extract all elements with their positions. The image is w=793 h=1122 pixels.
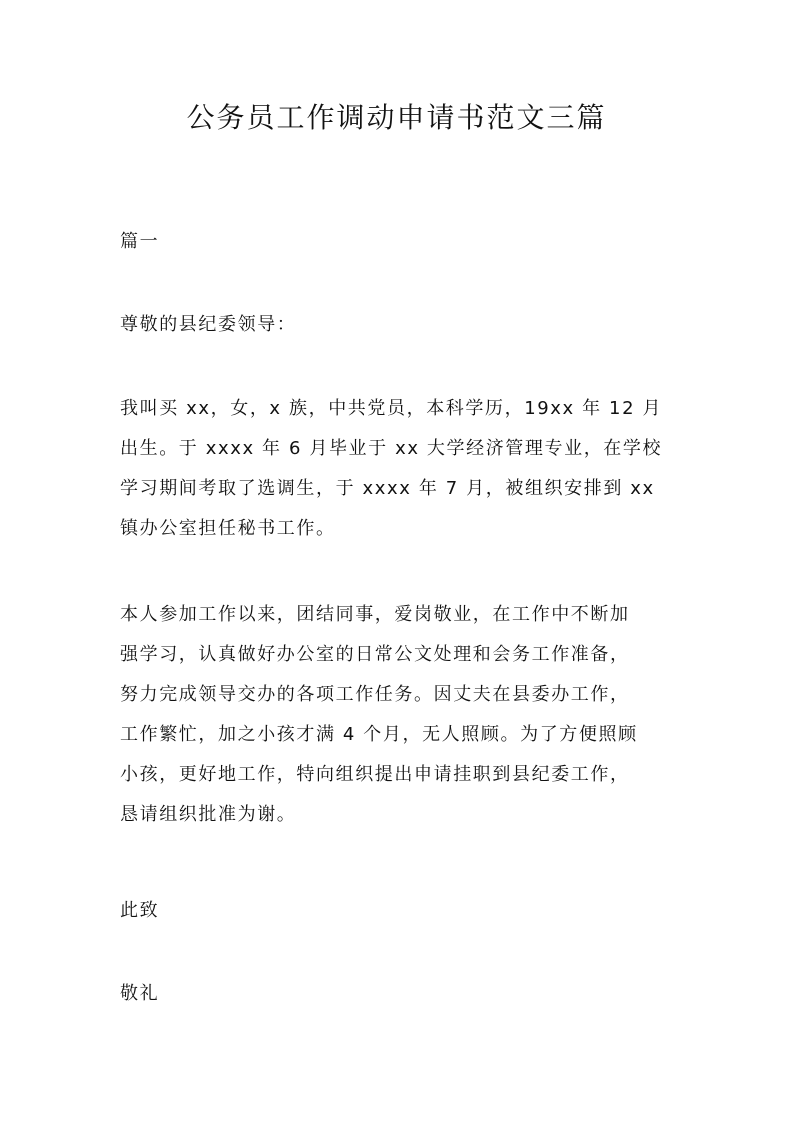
closing-line-2: 敬礼	[120, 983, 160, 1004]
paragraph-1-line: 我叫买 xx，女，x 族，中共党员，本科学历，19xx 年 12 月	[120, 398, 663, 419]
paragraph-2-line: 努力完成领导交办的各项工作任务。因丈夫在县委办工作，	[120, 684, 630, 705]
paragraph-1	[120, 395, 680, 555]
paragraph-1-line: 镇办公室担任秘书工作。	[120, 518, 336, 539]
paragraph-2	[120, 601, 680, 841]
paragraph-2-line: 恳请组织批准为谢。	[120, 804, 297, 825]
paragraph-2-line: 强学习，认真做好办公室的日常公文处理和会务工作准备，	[120, 644, 630, 665]
salutation: 尊敬的县纪委领导：	[120, 314, 297, 335]
section-label: 篇一	[120, 231, 160, 252]
paragraph-1-line: 出生。于 xxxx 年 6 月毕业于 xx 大学经济管理专业，在学校	[120, 438, 663, 459]
paragraph-2-line: 本人参加工作以来，团结同事，爱岗敬业，在工作中不断加	[120, 604, 630, 625]
paragraph-1-line: 学习期间考取了选调生，于 xxxx 年 7 月，被组织安排到 xx	[120, 478, 655, 499]
paragraph-2-line: 小孩，更好地工作，特向组织提出申请挂职到县纪委工作，	[120, 764, 630, 785]
document-title: 公务员工作调动申请书范文三篇	[186, 101, 607, 134]
paragraph-2-line: 工作繁忙，加之小孩才满 4 个月，无人照顾。为了方便照顾	[120, 724, 638, 745]
closing-line-1: 此致	[120, 900, 160, 921]
